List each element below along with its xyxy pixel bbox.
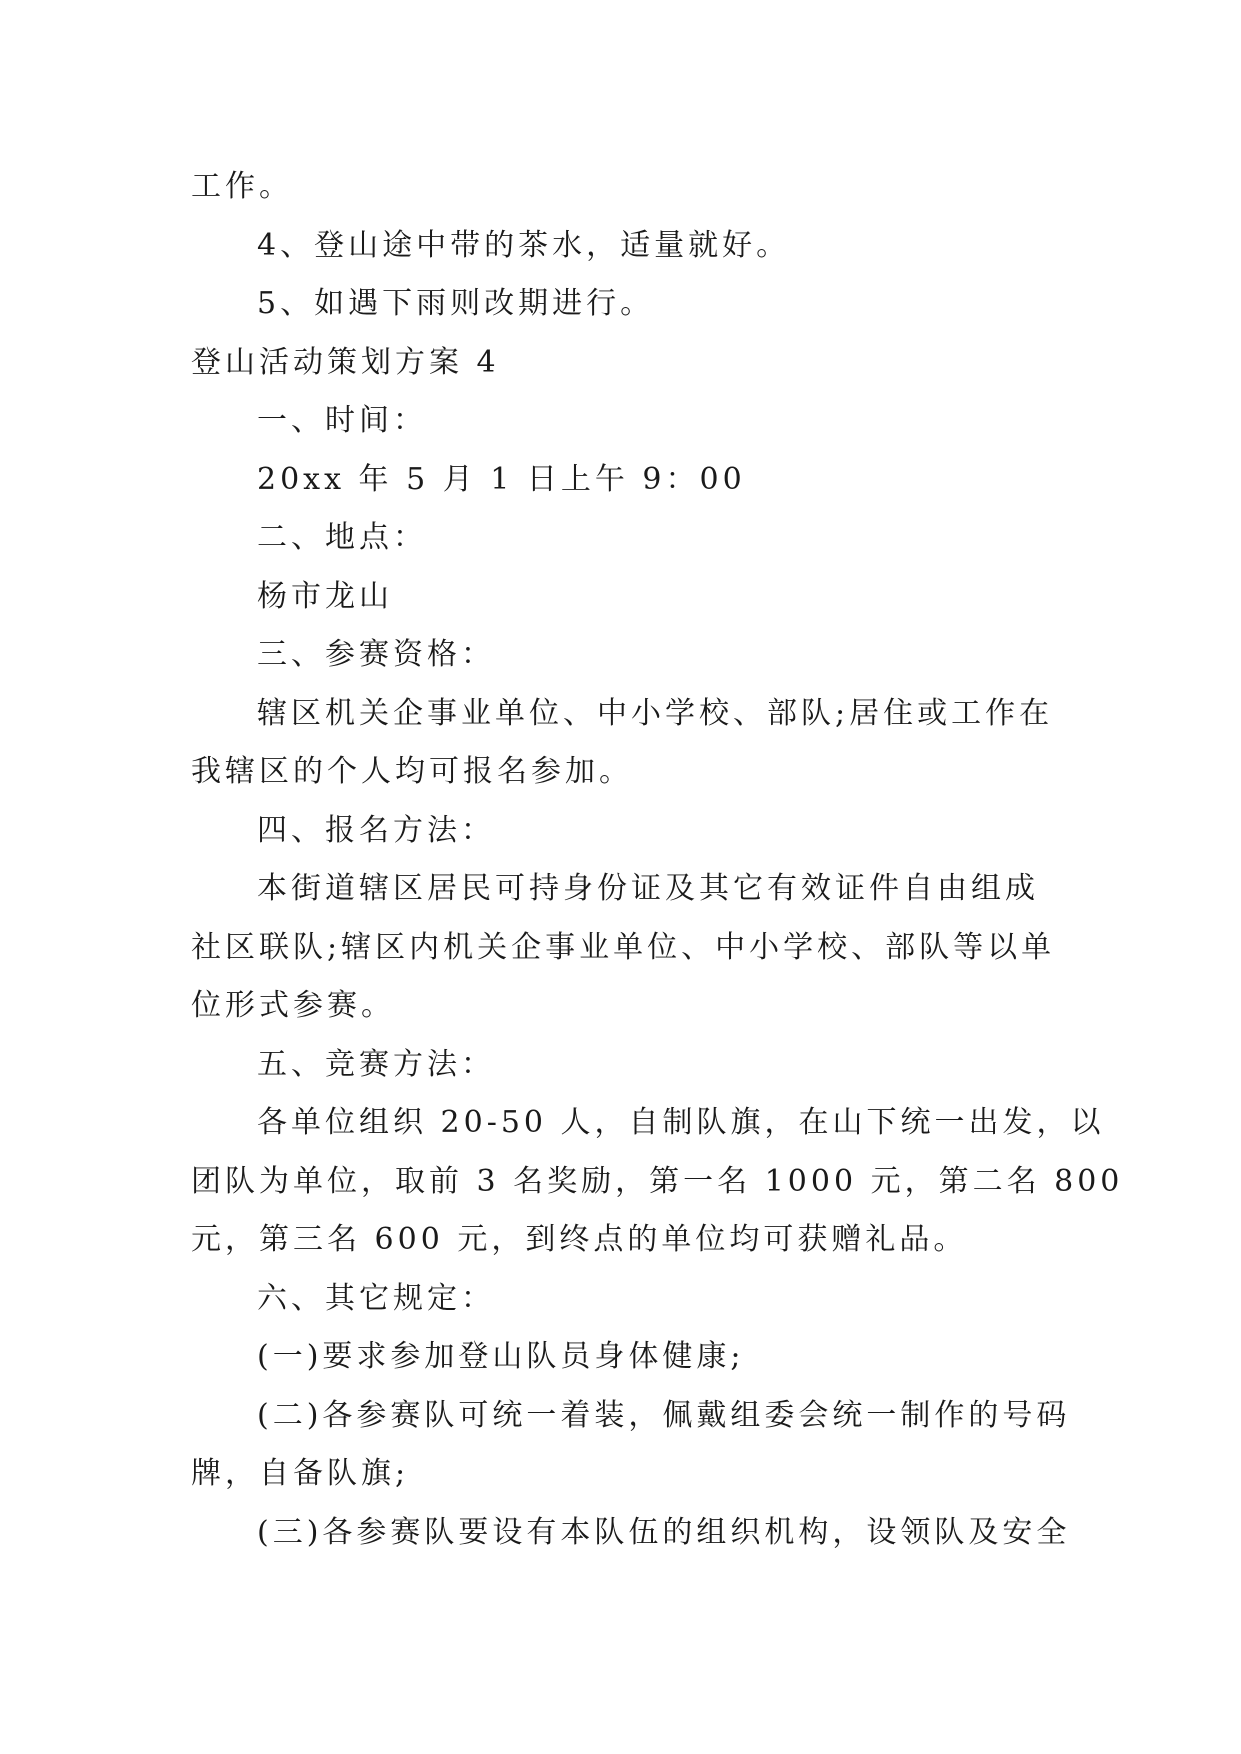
text-line-1: 工作。 xyxy=(191,169,293,204)
registration-text-2: 社区联队;辖区内机关企事业单位、中小学校、部队等以单 xyxy=(191,929,1056,965)
heading-competition: 五、竞赛方法： xyxy=(257,1046,495,1082)
rule-3-text-1: (三)各参赛队要设有本队伍的组织机构，设领队及安全 xyxy=(257,1514,1071,1550)
heading-registration: 四、报名方法： xyxy=(257,812,495,848)
competition-text-1: 各单位组织 20-50 人，自制队旗，在山下统一出发，以 xyxy=(257,1105,1105,1140)
rule-1: (一)要求参加登山队员身体健康; xyxy=(257,1339,745,1374)
rule-2-text-2: 牌，自备队旗; xyxy=(191,1456,410,1491)
document-body xyxy=(191,158,1124,1562)
section-title: 登山活动策划方案 4 xyxy=(191,344,500,380)
eligibility-text-1: 辖区机关企事业单位、中小学校、部队;居住或工作在 xyxy=(257,695,1054,731)
time-value: 20xx 年 5 月 1 日上午 9：00 xyxy=(257,461,746,497)
competition-text-2: 团队为单位，取前 3 名奖励，第一名 1000 元，第二名 800 xyxy=(191,1163,1124,1199)
heading-location: 二、地点： xyxy=(257,520,427,555)
heading-eligibility: 三、参赛资格： xyxy=(257,637,495,672)
rule-2-text-1: (二)各参赛队可统一着装，佩戴组委会统一制作的号码 xyxy=(257,1397,1071,1433)
competition-text-3: 元，第三名 600 元，到终点的单位均可获赠礼品。 xyxy=(191,1222,968,1257)
eligibility-text-2: 我辖区的个人均可报名参加。 xyxy=(191,754,633,789)
location-value: 杨市龙山 xyxy=(257,578,393,614)
text-line-3: 5、如遇下雨则改期进行。 xyxy=(257,286,655,321)
registration-text-3: 位形式参赛。 xyxy=(191,988,395,1023)
registration-text-1: 本街道辖区居民可持身份证及其它有效证件自由组成 xyxy=(257,871,1039,906)
heading-time: 一、时间： xyxy=(257,403,427,438)
text-line-2: 4、登山途中带的茶水，适量就好。 xyxy=(257,227,791,263)
heading-rules: 六、其它规定： xyxy=(257,1280,495,1316)
